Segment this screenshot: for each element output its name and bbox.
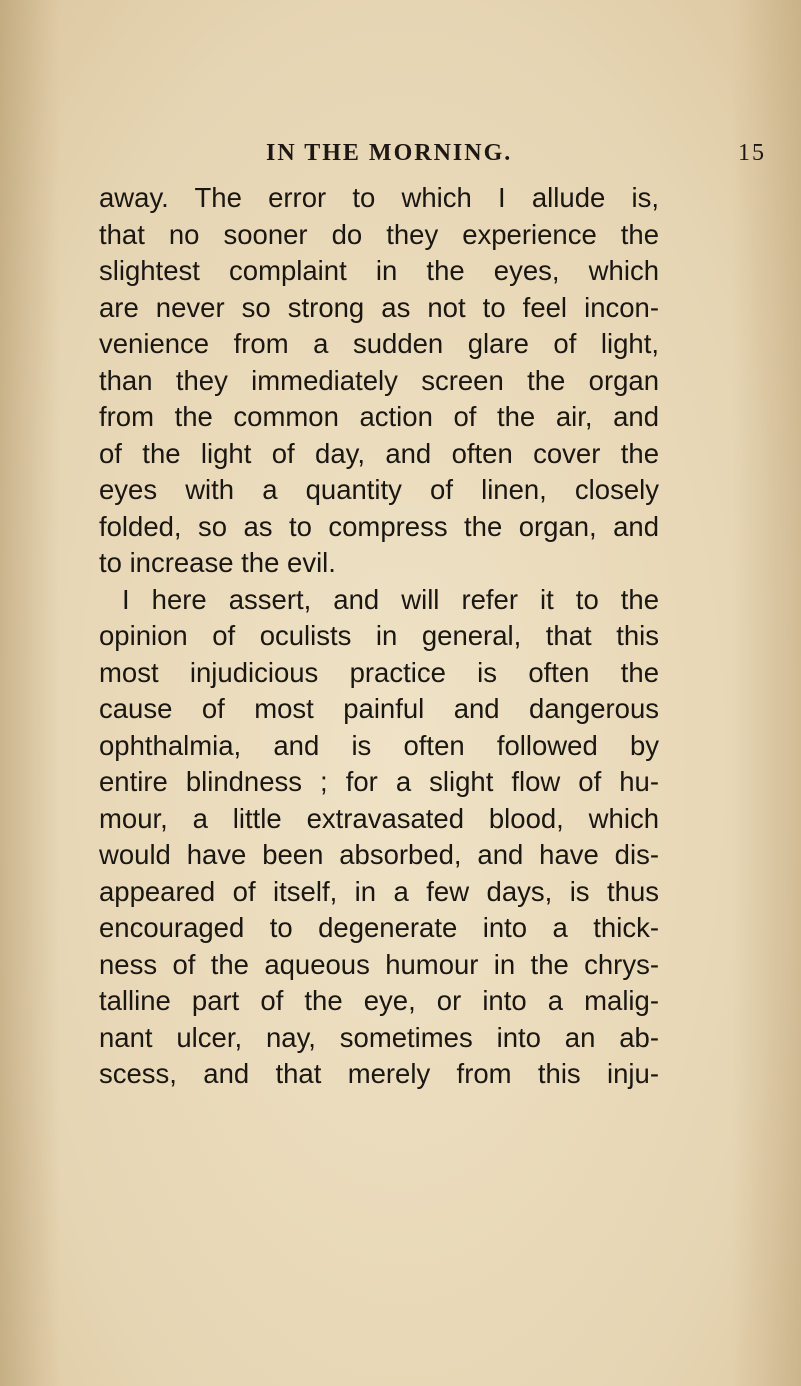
text-line: folded, so as to compress the organ, and (99, 510, 659, 542)
paragraph-start-line: I here assert, and will refer it to the (122, 583, 659, 615)
text-line: slightest complaint in the eyes, which (99, 255, 659, 286)
text-line: appeared of itself, in a few days, is thus (99, 875, 659, 907)
text-line: away. The error to which I allude is, (99, 182, 659, 213)
running-head: IN THE MORNING. (266, 140, 513, 166)
text-line: that no sooner do they experience the (99, 218, 659, 250)
body-text (99, 180, 659, 1093)
text-line: eyes with a quantity of linen, closely (99, 474, 659, 505)
text-line: venience from a sudden glare of light, (99, 328, 659, 359)
text-line: ness of the aqueous humour in the chrys- (99, 948, 659, 980)
text-line: entire blindness ; for a slight flow of hu- (99, 766, 659, 797)
text-line: most injudicious practice is often the (99, 656, 659, 688)
text-line: scess, and that merely from this inju- (99, 1058, 659, 1089)
text-line: mour, a little extravasated blood, which (99, 802, 659, 834)
page-number: 15 (738, 140, 766, 166)
text-line: would have been absorbed, and have dis- (99, 839, 659, 870)
text-line: nant ulcer, nay, sometimes into an ab- (99, 1021, 659, 1053)
text-line: than they immediately screen the organ (99, 364, 659, 396)
text-line: ophthalmia, and is often followed by (99, 729, 659, 761)
page-header (0, 140, 801, 170)
paragraph-end-line: to increase the evil. (99, 547, 336, 578)
text-line: are never so strong as not to feel incon- (99, 291, 659, 323)
text-line: cause of most painful and dangerous (99, 693, 659, 724)
text-line: from the common action of the air, and (99, 401, 659, 432)
text-line: talline part of the eye, or into a malig- (99, 985, 659, 1016)
text-line: encouraged to degenerate into a thick- (99, 912, 659, 943)
text-line: of the light of day, and often cover the (99, 437, 659, 469)
text-line: opinion of oculists in general, that this (99, 620, 659, 651)
